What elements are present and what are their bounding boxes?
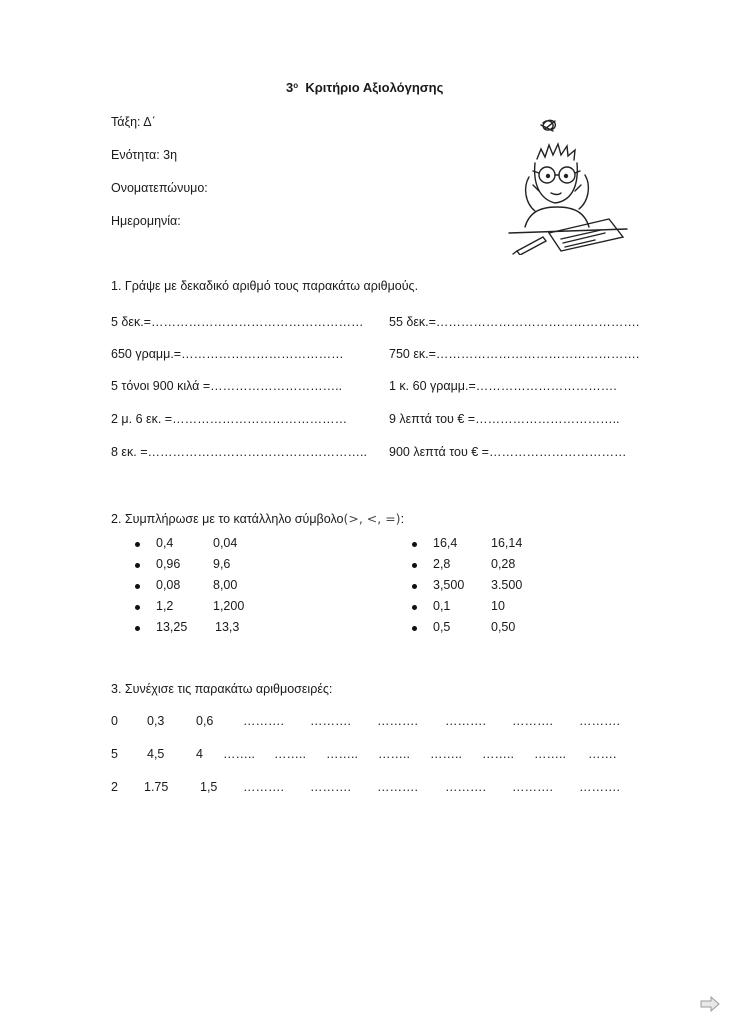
sequence-blank[interactable]: ……….	[310, 780, 351, 794]
q2-left-a: 0,08	[156, 578, 181, 592]
page-title: $3^o$ Κριτήριο Αξιολόγησης	[286, 80, 444, 95]
q1-item[interactable]: 2 μ. 6 εκ. =……………………………………	[111, 412, 348, 426]
q2-left-b: 0,04	[213, 536, 238, 550]
next-page-arrow-icon[interactable]	[700, 996, 720, 1012]
q2-left-b: 1,200	[213, 599, 245, 613]
sequence-blank[interactable]: ……..	[378, 747, 410, 761]
sequence-value: 1,5	[200, 780, 218, 794]
q1-item[interactable]: 5 δεκ.=……………………………………………	[111, 315, 364, 329]
q2-right-b: 3.500	[491, 578, 523, 592]
sequence-blank[interactable]: ……..	[274, 747, 306, 761]
q2-left-a: 0,4	[156, 536, 174, 550]
sequence-blank[interactable]: ……….	[377, 780, 418, 794]
bullet-icon	[135, 584, 140, 589]
sequence-value: 1.75	[144, 780, 169, 794]
bullet-icon	[412, 626, 417, 631]
q1-heading: 1. Γράψε με δεκαδικό αριθμό τους παρακάτω αριθμούς.	[111, 279, 419, 293]
q2-left-a: 0,96	[156, 557, 181, 571]
sequence-blank[interactable]: ……….	[445, 780, 486, 794]
q2-right-a: 3,500	[433, 578, 465, 592]
q2-left-b: 9,6	[213, 557, 231, 571]
sequence-value: 4	[196, 747, 203, 761]
sequence-value: 4,5	[147, 747, 165, 761]
bullet-icon	[412, 563, 417, 568]
sequence-blank[interactable]: ……….	[579, 714, 620, 728]
sequence-value: 0,3	[147, 714, 165, 728]
bullet-icon	[412, 584, 417, 589]
q2-left-b: 13,3	[215, 620, 240, 634]
bullet-icon	[412, 605, 417, 610]
sequence-blank[interactable]: ……….	[579, 780, 620, 794]
sequence-value: 5	[111, 747, 118, 761]
worried-student-illustration	[505, 115, 630, 255]
q2-right-b: 0,50	[491, 620, 516, 634]
sequence-value: 0,6	[196, 714, 214, 728]
sequence-value: 2	[111, 780, 118, 794]
sequence-blank[interactable]: …….	[588, 747, 617, 761]
bullet-icon	[135, 542, 140, 547]
sequence-blank[interactable]: ……….	[377, 714, 418, 728]
sequence-blank[interactable]: ……..	[430, 747, 462, 761]
bullet-icon	[135, 626, 140, 631]
sequence-blank[interactable]: ……….	[310, 714, 351, 728]
q2-left-a: 13,25	[156, 620, 188, 634]
bullet-icon	[412, 542, 417, 547]
sequence-blank[interactable]: ……….	[243, 780, 284, 794]
q2-left-b: 8,00	[213, 578, 238, 592]
sequence-blank[interactable]: ……….	[512, 714, 553, 728]
q1-item[interactable]: 8 εκ. =……………………………………………..	[111, 445, 367, 459]
q2-right-b: 10	[491, 599, 505, 613]
q3-heading: 3. Συνέχισε τις παρακάτω αριθμοσειρές:	[111, 682, 333, 696]
sequence-value: 0	[111, 714, 118, 728]
date-label: Ημερομηνία:	[111, 214, 181, 228]
sequence-blank[interactable]: ……….	[445, 714, 486, 728]
q1-item[interactable]: 9 λεπτά του € =……………………………..	[389, 412, 620, 426]
q1-item[interactable]: 750 εκ.=………………………………………….	[389, 347, 640, 361]
q2-right-a: 0,5	[433, 620, 451, 634]
q2-right-a: 2,8	[433, 557, 451, 571]
sequence-blank[interactable]: ……….	[243, 714, 284, 728]
bullet-icon	[135, 605, 140, 610]
q1-item[interactable]: 650 γραμμ.=…………………………………	[111, 347, 344, 361]
name-label: Ονοματεπώνυμο:	[111, 181, 208, 195]
q2-right-a: 0,1	[433, 599, 451, 613]
q1-item[interactable]: 900 λεπτά του € =……………………………	[389, 445, 627, 459]
q1-item[interactable]: 55 δεκ.=………………………………………….	[389, 315, 640, 329]
sequence-blank[interactable]: ……….	[512, 780, 553, 794]
sequence-blank[interactable]: ……..	[326, 747, 358, 761]
q1-item[interactable]: 5 τόνοι 900 κιλά =…………………………..	[111, 379, 343, 393]
class-label: Τάξη: Δ΄	[111, 115, 156, 129]
sequence-blank[interactable]: ……..	[534, 747, 566, 761]
q2-right-b: 0,28	[491, 557, 516, 571]
bullet-icon	[135, 563, 140, 568]
sequence-blank[interactable]: ……..	[482, 747, 514, 761]
q2-heading: 2. Συμπλήρωσε με το κατάλληλο σύμβολο(>, <, =):	[111, 511, 405, 526]
q2-right-b: 16,14	[491, 536, 523, 550]
q2-right-a: 16,4	[433, 536, 458, 550]
unit-label: Ενότητα: 3η	[111, 148, 178, 162]
q2-left-a: 1,2	[156, 599, 174, 613]
q1-item[interactable]: 1 κ. 60 γραμμ.=…………………………….	[389, 379, 617, 393]
q2-symbols: (>, <, =)	[343, 511, 401, 526]
sequence-blank[interactable]: ……..	[223, 747, 255, 761]
